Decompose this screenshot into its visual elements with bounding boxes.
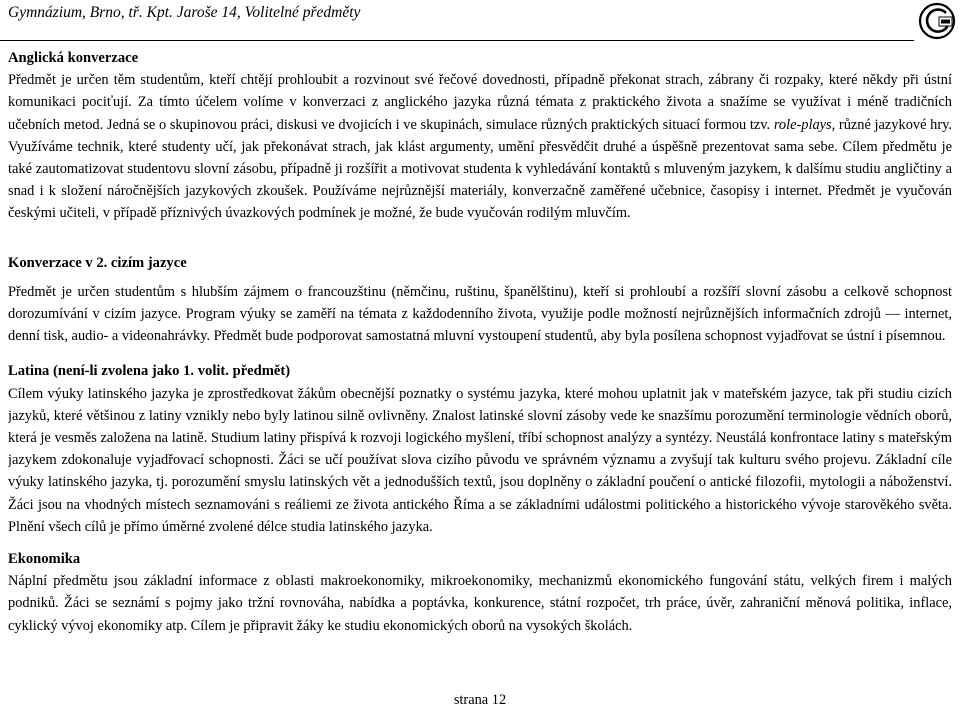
section-latin xyxy=(8,360,952,538)
section-heading: Latina (není-li zvolena jako 1. volit. předmět) xyxy=(8,363,291,380)
section-economics xyxy=(8,548,952,637)
paragraph-text: Náplní předmětu jsou základní informace z oblasti makroekonomiky, mikroekonomiky, mechanizmů ekonomického fungování státu, velkých firem i malých podniků. Žáci se seznámí s pojmy jako tržní rovnováha, nabídka a poptávka, konkurence, státní rozpočet, trh práce, úvěr, zahraniční měnová politika, inflace, cyklický vývoj ekonomiky atp. Cílem je připravit žáky ke studiu ekonomických oborů na vysokých školách. xyxy=(8,573,952,634)
paragraph-text: Předmět je určen studentům s hlubším zájmem o francouzštinu (němčinu, ruštinu, španělštinu), kteří si prohloubí a rozšíří slovní zásobu a celkově schopnost dorozumívání v cizím jazyce. Program výuky se zaměří na témata z každodenního života, využije podle možností nejrůznějších informačních zdrojů — internet, denní tisk, audio- a videonahrávky. Předmět bude podporovat samostatná mluvní vystoupení studentů, aby byla posílena schopnost vyjadřovat se ústní i písemnou. xyxy=(8,283,952,345)
document-body xyxy=(8,47,952,682)
header-title: Gymnázium, Brno, tř. Kpt. Jaroše 14, Volitelné předměty xyxy=(8,4,361,21)
header-rule xyxy=(0,40,914,41)
section-heading: Konverzace v 2. cizím jazyce xyxy=(8,254,187,271)
paragraph-text: různé jazykové hry. Využíváme technik, které studenty učí, jak překonávat strach, jak klást argumenty, umění přesvědčit druhé a úspěšně prezentovat sama sebe. Cílem předmětu je také zautomatizovat studentovu slovní zásobu, případně ji rozšířit a motivovat studenta k vyhledávání kontaktů s mluveným jazykem, k dalšímu studiu angličtiny a snad i k složení náročnějších jazykových zkoušek. Používáme nejrůznější materiály, konverzačně zaměřené učebnice, časopisy i internet. Předmět je vyučován českými učiteli, v případě příznivých úvazkových podmínek je možné, že bude vyučován rodilým mluvčím. xyxy=(8,116,952,222)
section-paragraph xyxy=(8,69,952,224)
section-heading: Ekonomika xyxy=(8,551,81,568)
paragraph-text-italic: role-plays, xyxy=(773,116,836,133)
section-paragraph xyxy=(8,570,952,637)
section-english-conversation xyxy=(8,47,952,225)
section-second-language-conversation xyxy=(8,252,952,348)
page-number: strana 12 xyxy=(453,692,507,708)
section-paragraph xyxy=(8,281,952,348)
paragraph-text: Předmět je určen těm studentům, kteří chtějí prohloubit a rozvinout své řečové dovednosti, případně překonat strach, zábrany či rozpaky, které někdy při ústní komunikaci pociťují. Za tímto účelem volíme v konverzaci z anglického jazyka různá témata z praktického života a snažíme se využívat i méně tradičních učebních metod. Jedná se o skupinovou práci, diskusi ve dvojicích i ve skupinách, simulace různých praktických situací formou tzv. xyxy=(8,72,952,133)
section-paragraph xyxy=(8,383,952,538)
section-heading: Anglická konverzace xyxy=(8,50,139,66)
paragraph-text: Cílem výuky latinského jazyka je zprostředkovat žákům obecnější poznatky o systému jazyka, které mohou uplatnit jak v mateřském jazyce, tak při studiu cizích jazyků, které většinou z latiny vznikly nebo byly latinou silně ovlivněny. Znalost latinské slovní zásoby vede ke snazšímu porozumění terminologie vědních oborů, která je vesměs založena na latině. Studium latiny přispívá k rozvoji logického myšlení, tříbí schopnost analýzy a syntézy. Neustálá konfrontace latiny s mateřským jazykem zdokonaluje vyjadřovací schopnosti. Žáci se učí používat slova cizího původu ve správném významu a zvyšují tak kulturu svého projevu. Základní cíle výuky latinského jazyka, tj. porozumění smyslu latinských vět a jednodušších textů, jsou doplněny o základní poučení o antické filozofii, mytologii a náboženství. Žáci jsou na vhodných místech seznamováni s reáliemi ze života antického Říma a se základními událostmi politického a historického vývoje starověkého světa. Plnění všech cílů je přímo úměrné zvolené délce studia latinského jazyka. xyxy=(8,385,952,535)
school-seal-icon xyxy=(918,0,956,42)
